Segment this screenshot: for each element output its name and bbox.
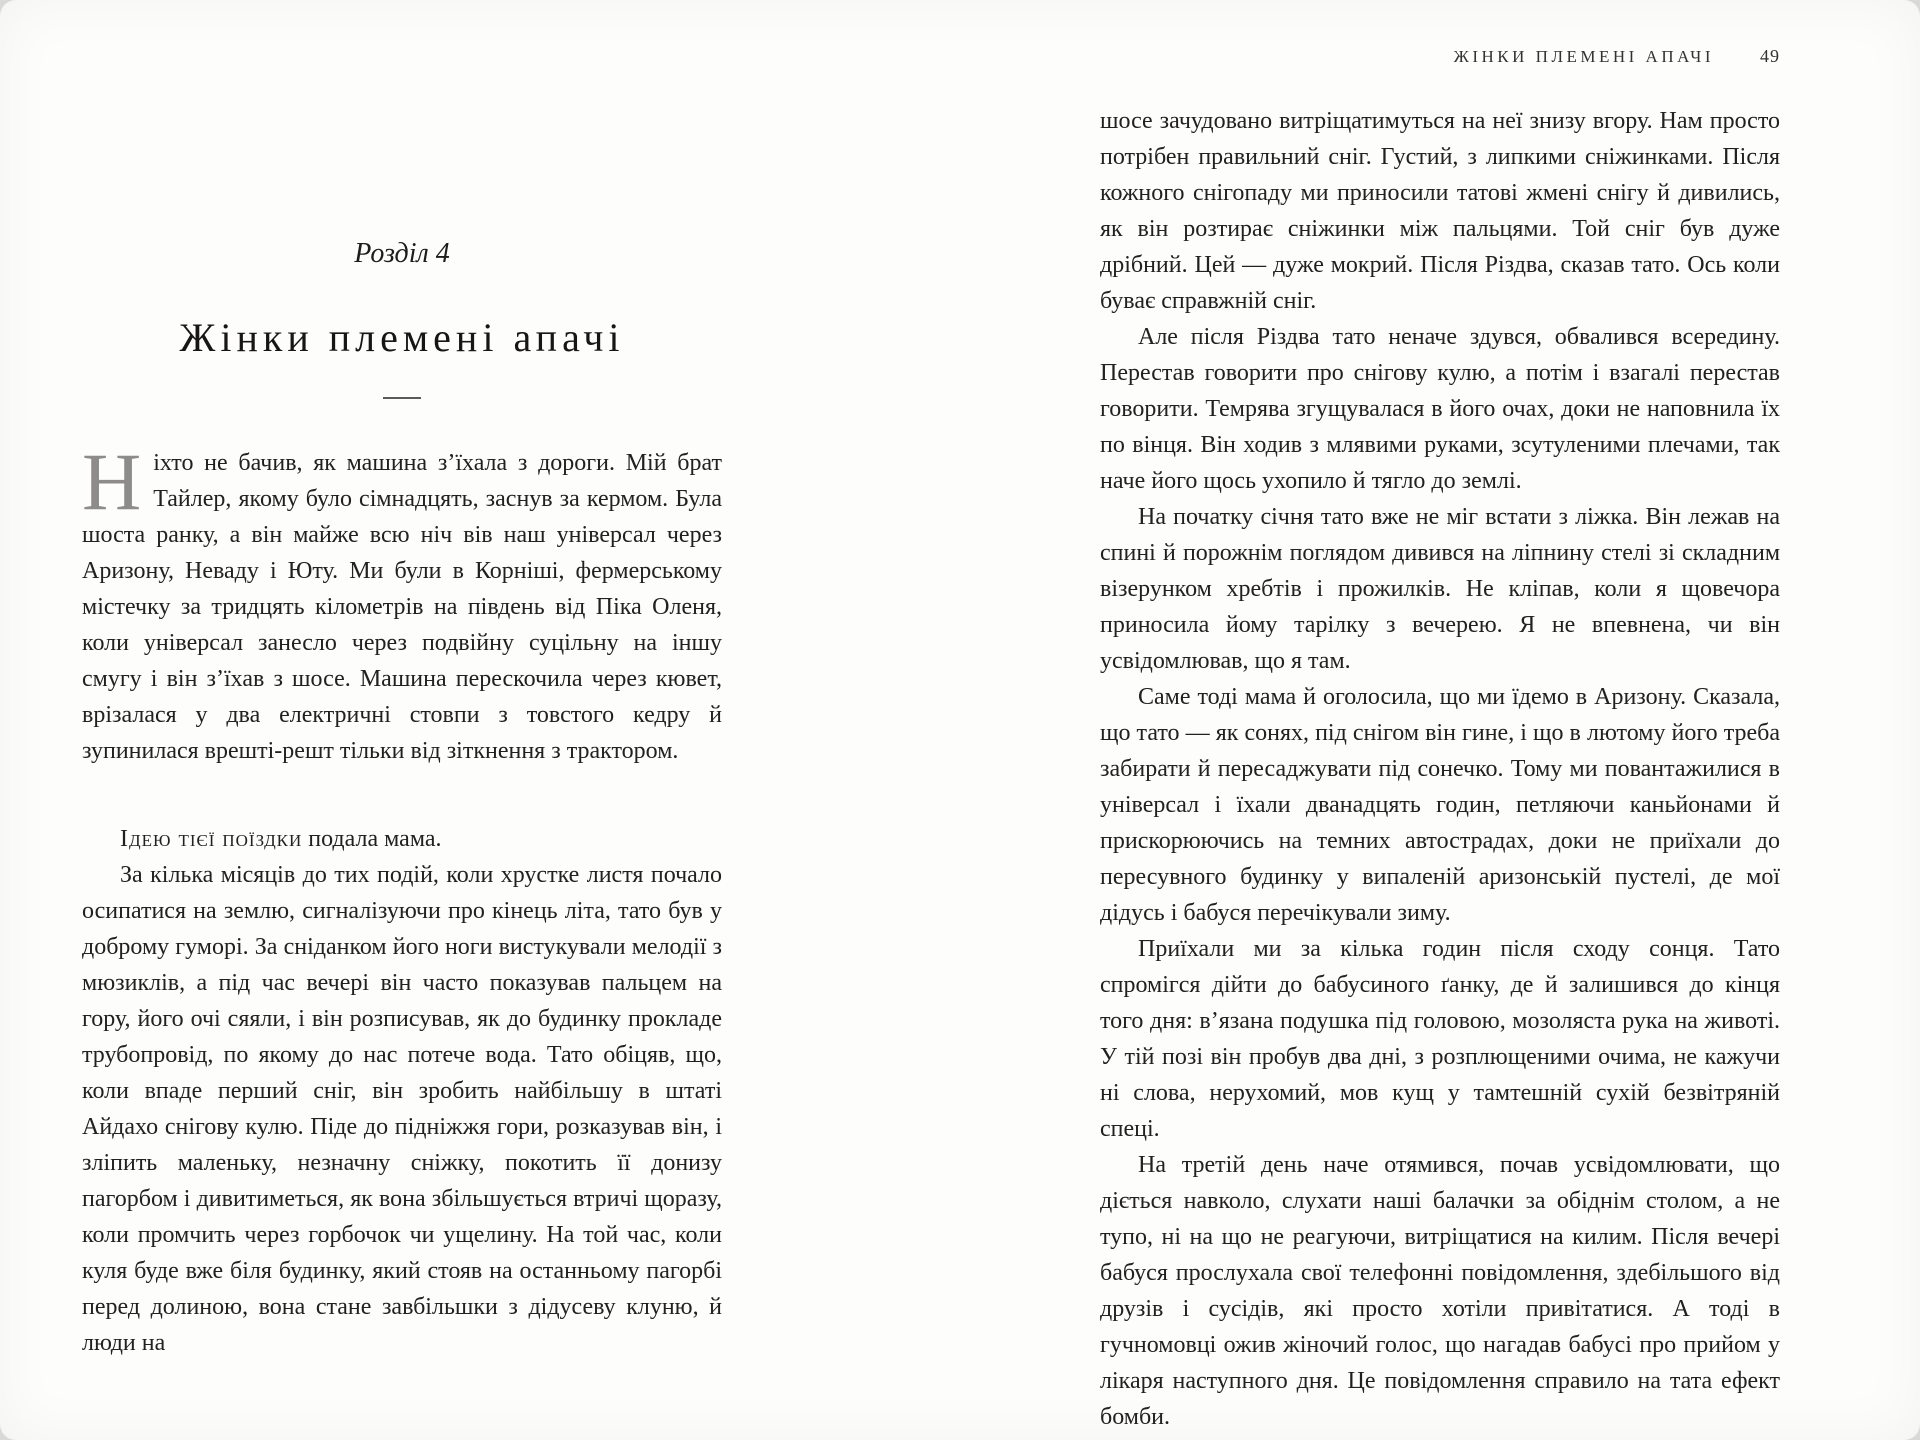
- paragraph: Приїхали ми за кілька годин після сходу сонця. Тато спромігся дійти до бабусиного ґанку, де й залишився до кінця того дня: в’язана подушка під головою, мозоляста рука на животі. У тій позі він пробув два дні, з розплющеними очима, не кажучи ні слова, нерухомий, мов кущ у тамтешній сухій безвітряній спеці.: [1100, 936, 1780, 1142]
- left-body-text: [82, 436, 722, 1361]
- paragraph-text: іхто не бачив, як машина з’їхала з дороги. Мій брат Тайлер, якому було сімнадцять, заснув за кермом. Була шоста ранку, а він майже всю ніч вів наш універсал через Аризону, Неваду і Юту. Ми були в Корніші, фермерському містечку за тридцять кілометрів на південь від Піка Оленя, коли універсал занесло через подвійну суцільну на іншу смугу і він з’їхав з шосе. Машина перескочила через кювет, врізалася у два електричні стовпи з товстого кедру й зупинилася врешті-решт тільки від зіткнення з трактором.: [82, 450, 722, 764]
- paragraph: Але після Різдва тато неначе здувся, обвалився всередину. Перестав говорити про снігову кулю, а потім і взагалі перестав говорити. Темрява згущувалася в його очах, доки не наповнила їх по вінця. Він ходив з млявими руками, зсутуленими плечами, так наче його щось ухопило й тягло до землі.: [1100, 324, 1780, 494]
- section-lead-smallcaps: Ідею тієї поїздки: [120, 826, 303, 852]
- running-head-title: ЖІНКИ ПЛЕМЕНІ АПАЧІ: [1453, 47, 1714, 66]
- paragraph-text: подала мама.: [302, 826, 442, 852]
- chapter-title: Жінки племені апачі: [179, 315, 625, 360]
- section-divider: [383, 397, 421, 399]
- right-body-text: [1100, 103, 1780, 1435]
- page-number: 49: [1760, 46, 1780, 66]
- chapter-label: Розділ 4: [354, 238, 450, 269]
- paragraph: Саме тоді мама й оголосила, що ми їдемо в Аризону. Сказала, що тато — як сонях, під снігом він гине, і що в лютому його треба забирати й пересаджувати під сонечко. Тому ми повантажилися в універсал і їхали дванадцять годин, петляючи каньйонами й прискорюючись на темних автострадах, доки не приїхали до пересувного будинку у випаленій аризонській пустелі, де мої дідусь і бабуся перечікували зиму.: [1100, 684, 1780, 926]
- paragraph: [82, 436, 722, 769]
- paragraph: На третій день наче отямився, почав усвідомлювати, що діється навколо, слухати наші балачки за обіднім столом, а не тупо, ні на що не реагуючи, витріщатися на килим. Після вечері бабуся прослухала свої телефонні повідомлення, здебільшого від друзів і сусідів, які просто хотіли привітатися. А тоді в гучномовці ожив жіночий голос, що нагадав бабусі про прийом у лікаря наступного дня. Це повідомлення справило на тата ефект бомби.: [1100, 1152, 1780, 1430]
- paragraph: шосе зачудовано витріщатимуться на неї знизу вгору. Нам просто потрібен правильний сніг. Густий, з липкими сніжинками. Після кожного снігопаду ми приносили татові жмені снігу й дивились, як він розтирає сніжинки між пальцями. Той сніг був дуже дрібний. Цей — дуже мокрий. Після Різдва, сказав тато. Ось коли буває справжній сніг.: [1100, 108, 1780, 314]
- page-right: [960, 0, 1920, 1440]
- paragraph: За кілька місяців до тих подій, коли хрустке листя почало осипатися на землю, сигналізуючи про кінець літа, тато був у доброму гуморі. За сніданком його ноги вистукували мелодії з мюзиклів, а під час вечері він часто показував пальцем на гору, його очі сяяли, і він розписував, як до будинку прокладе трубопровід, по якому до нас потече вода. Тато обіцяв, що, коли впаде перший сніг, він зробить найбільшу в штаті Айдахо снігову кулю. Піде до підніжжя гори, розказував він, і зліпить маленьку, незначну сніжку, покотить її донизу пагорбом і дивитиметься, як вона збільшується втричі щоразу, коли промчить через горбочок чи ущелину. На той час, коли куля буде вже біля будинку, який стояв на останньому пагорбі перед долиною, вона стане завбільшки з дідусеву клуню, й люди на: [82, 862, 722, 1356]
- left-text-column: [82, 0, 722, 1361]
- paragraph: На початку січня тато вже не міг встати з ліжка. Він лежав на спині й порожнім поглядом дивився на ліпнину стелі зі складним візерунком хребтів і прожилків. Не кліпав, коли я щовечора приносила йому тарілку з вечерею. Я не впевнена, чи він усвідомлював, що я там.: [1100, 504, 1780, 674]
- paragraph: [82, 821, 722, 857]
- drop-cap: Н: [82, 436, 142, 527]
- running-head: [1100, 46, 1780, 67]
- right-text-column: [1100, 0, 1780, 1435]
